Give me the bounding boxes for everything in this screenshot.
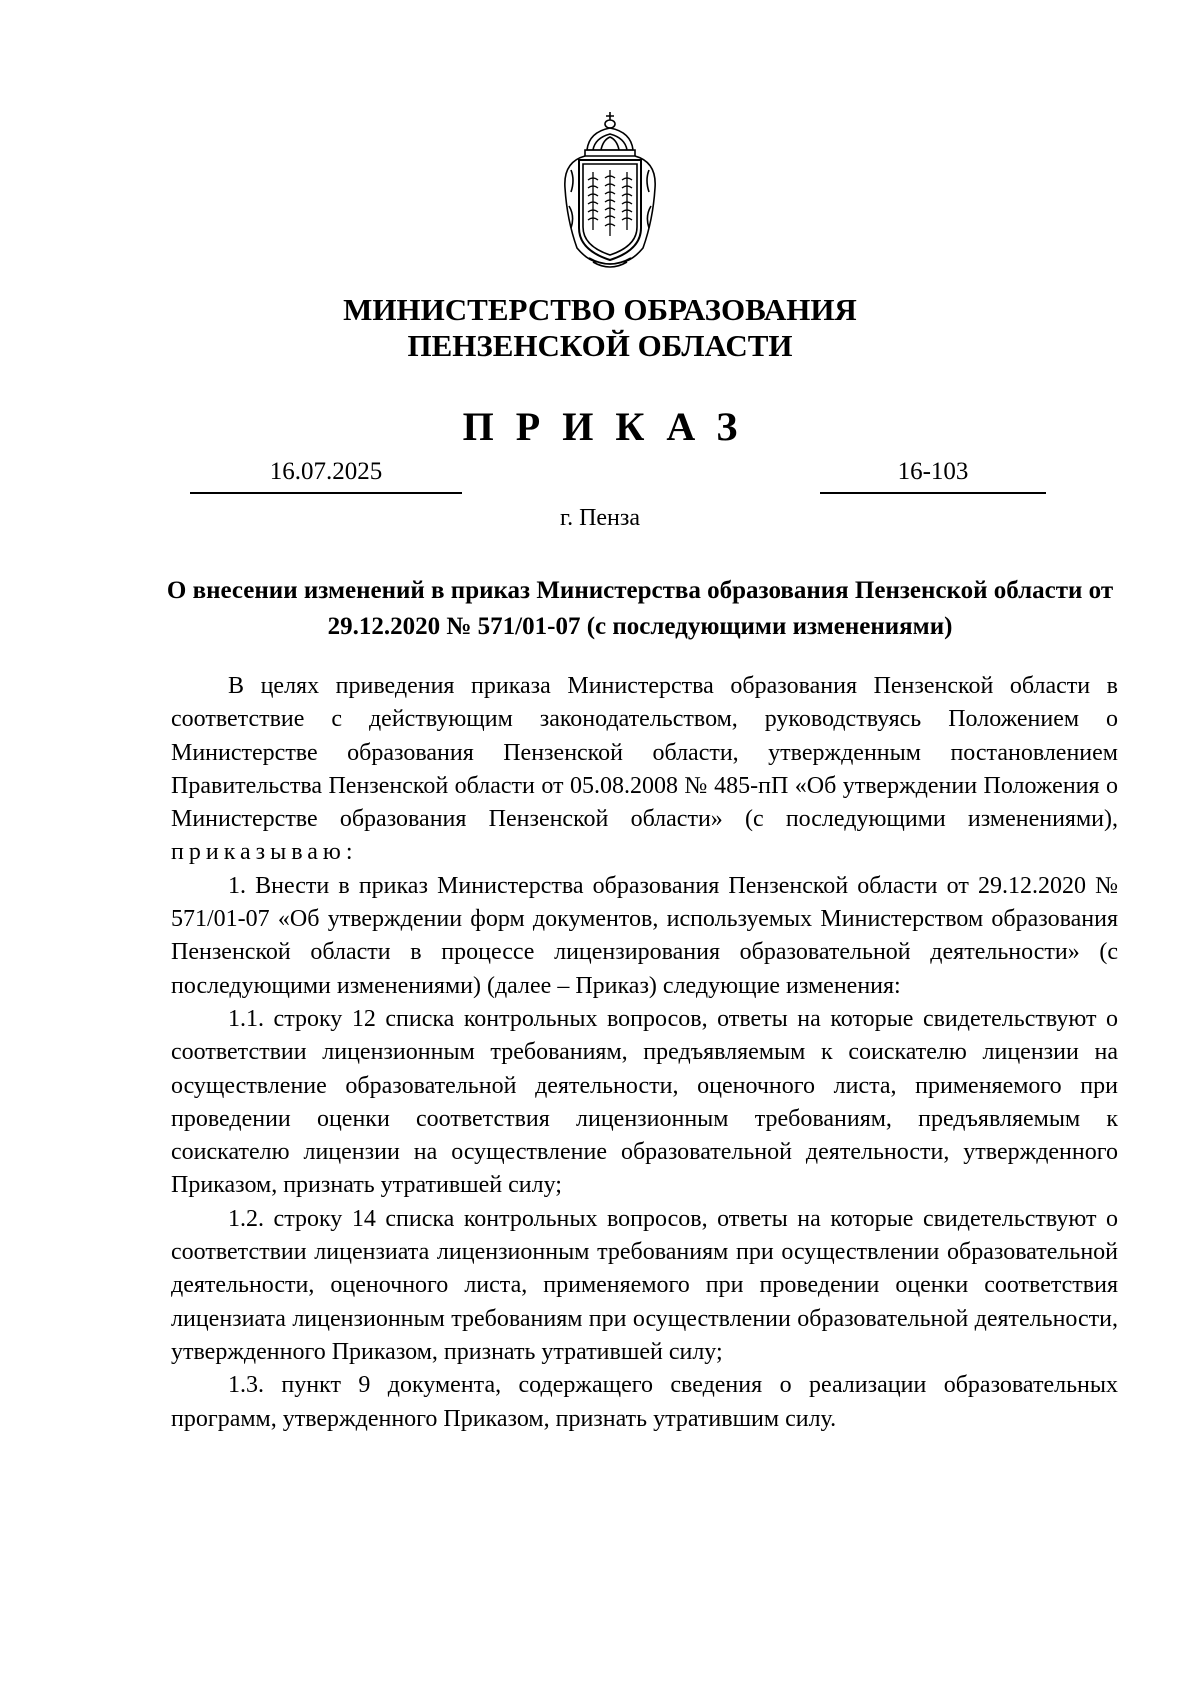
item-1-paragraph: 1. Внести в приказ Министерства образования Пензенской области от 29.12.2020 № 571/01-07 «Об утверждении форм документов, используемых Министерством образования Пензенской области в процессе лицензирования образовательной деятельности» (с последующими изменениями) (далее – Приказ) следующие изменения: — [171, 872, 1118, 999]
issue-city: г. Пенза — [559, 505, 641, 531]
preamble-text: В целях приведения приказа Министерства образования Пензенской области в соответствие с действующим законодательством, руководствуясь Положением о Министерстве образования Пензенской области, утвержденным постановлением Правительства Пензенской области от 05.08.2008 № 485-пП «Об утверждении Положения о Министерстве образования Пензенской области» (с последующими изменениями), — [171, 673, 1118, 833]
penza-oblast-coat-of-arms-icon — [557, 110, 663, 272]
item-1-1-paragraph: 1.1. строку 12 списка контрольных вопросов, ответы на которые свидетельствуют о соответствии лицензионным требованиям, предъявляемым к соискателю лицензии на осуществление образовательной деятельности, оценочного листа, применяемого при проведении оценки соответствия лицензионным требованиям, предъявляемым к соискателю лицензии на осуществление образовательной деятельности, утвержденного Приказом, признать утратившей силу; — [171, 1005, 1118, 1199]
ministry-name-line2: ПЕНЗЕНСКОЙ ОБЛАСТИ — [407, 328, 793, 363]
item-1-3-paragraph: 1.3. пункт 9 документа, содержащего сведения о реализации образовательных программ, утвержденного Приказом, признать утратившим силу. — [171, 1372, 1118, 1432]
preamble-paragraph — [171, 670, 1118, 870]
document-title: О внесении изменений в приказ Министерства образования Пензенской области от 29.12.2020 № 571/01-07 (с последующими изменениями) — [166, 577, 1114, 640]
order-word: приказываю: — [171, 839, 358, 866]
ministry-name-line1: МИНИСТЕРСТВО ОБРАЗОВАНИЯ — [343, 292, 857, 327]
order-date: 16.07.2025 — [190, 452, 462, 494]
document-body — [171, 670, 1118, 1436]
document-type-heading: ПРИКАЗ — [462, 404, 760, 449]
item-1-2-paragraph: 1.2. строку 14 списка контрольных вопросов, ответы на которые свидетельствуют о соответствии лицензиата лицензионным требованиям при осуществлении образовательной деятельности, оценочного листа, применяемого при проведении оценки соответствия лицензиата лицензионным требованиям при осуществлении образовательной деятельности, утвержденного Приказом, признать утратившей силу; — [171, 1205, 1118, 1365]
order-number: 16-103 — [820, 452, 1046, 494]
